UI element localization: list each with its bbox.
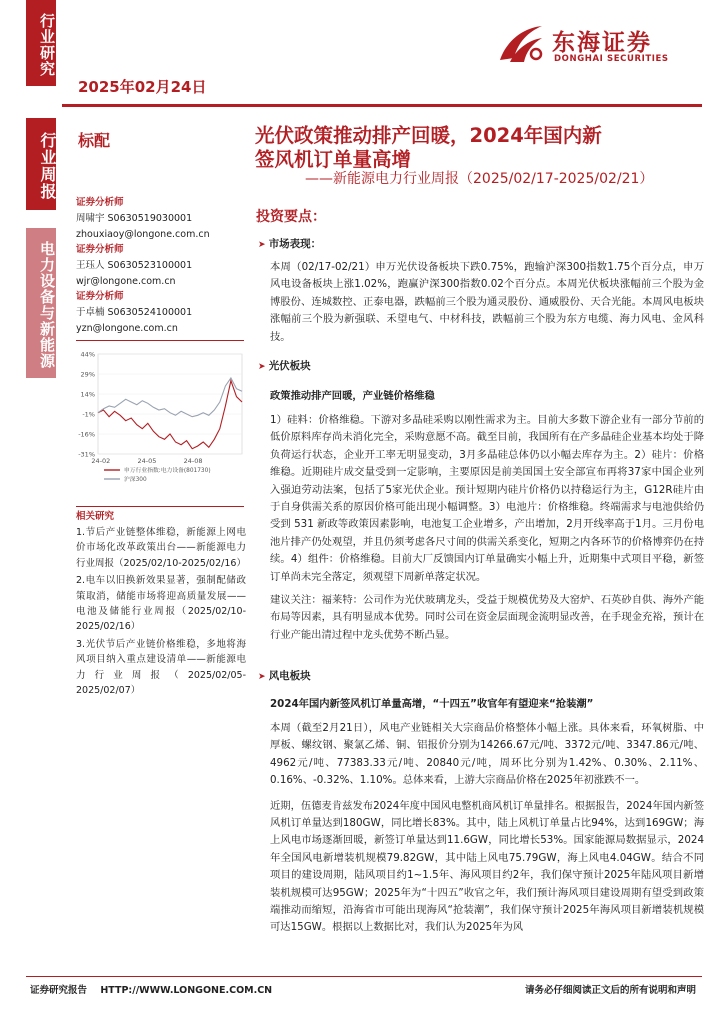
analyst-email[interactable]: zhouxiaoy@longone.com.cn (76, 229, 210, 240)
pv-advice: 建议关注：福莱特：公司作为光伏玻璃龙头，受益于规模优势及大窑炉、石英砂自供、海外产能布局等因素，具有明显成本优势。同时公司在资金层面现金流明显改善，在手现金充裕，预计在行业产能出清过程中龙头优势不断凸显。 (270, 594, 704, 641)
market-head-label: 市场表现： (268, 238, 322, 250)
analyst-label: 证券分析师 (76, 244, 124, 255)
chart-y-tick-label: -16% (78, 430, 95, 439)
header-rule (62, 104, 702, 107)
bullet-arrow-icon: ➤ (258, 672, 269, 682)
bullet-arrow-icon: ➤ (258, 362, 269, 372)
logo (496, 16, 706, 72)
pv-head (258, 358, 704, 373)
logo-cn: 东海证券 (552, 30, 652, 56)
bullet-arrow-icon: ➤ (258, 240, 269, 250)
sidebar-divider (76, 340, 244, 341)
analyst-2 (76, 243, 246, 288)
related-title: 相关研究 (76, 511, 115, 522)
footer-rule (26, 976, 702, 977)
pv-head-label: 光伏板块 (268, 360, 311, 372)
side-tab-middle-label: 行业周报 (38, 132, 57, 200)
market-section (258, 236, 704, 346)
chart-y-tick-label: 44% (80, 350, 95, 359)
logo-en: DONGHAI SECURITIES (554, 54, 669, 64)
footer-url[interactable]: HTTP://WWW.LONGONE.COM.CN (100, 985, 273, 996)
subtitle: ——新能源电力行业周报（2025/02/17-2025/02/21） (305, 171, 654, 187)
chart-y-tick-label: -31% (78, 450, 95, 459)
chart-x-tick-label: 24-08 (183, 457, 203, 465)
report-date: 2025年02月24日 (78, 78, 207, 96)
analyst-label: 证券分析师 (76, 197, 124, 208)
market-text: 本周（02/17-02/21）申万光伏设备板块下跌0.75%，跑输沪深300指数1.75个百分点，申万风电设备板块上涨1.02%，跑赢沪深300指数0.02个百分点。本周光伏板块涨幅前三个股为金博股份、连城数控、正泰电器，跌幅前三个股为通灵股份、通威股份、天合光能。本周风电板块涨幅前三个股为新强联、禾望电气、中材科技，跌幅前三个股为东方电缆、海力风电、金风科技。 (270, 261, 704, 343)
analyst-name: 于卓楠 S0630524100001 (76, 307, 193, 318)
footer-right: 请务必仔细阅读正文后的所有说明和声明 (524, 985, 696, 996)
side-tab-sector (26, 228, 56, 378)
wind-head-label: 风电板块 (268, 670, 311, 682)
chart-y-tick-label: -1% (82, 410, 95, 419)
footer-left: 证券研究报告 (30, 985, 88, 996)
analyst-email[interactable]: yzn@longone.com.cn (76, 323, 178, 334)
analyst-block (76, 196, 246, 335)
analyst-label: 证券分析师 (76, 291, 124, 302)
wind-section (258, 668, 704, 937)
related-item[interactable]: 2.电车以旧换新效果显著，强制配储政策取消，储能市场将迎高质量发展——电池及储能行业周报（2025/02/10-2025/02/16） (76, 575, 246, 633)
chart-series-line (98, 381, 242, 449)
analyst-1 (76, 196, 246, 241)
pv-subhead: 政策推动排产回暖，产业链价格维稳 (270, 390, 435, 402)
footer (30, 982, 700, 996)
analyst-name: 周啸宇 S0630519030001 (76, 213, 193, 224)
side-tab-top-label: 行业研究 (38, 13, 56, 77)
analyst-email[interactable]: wjr@longone.com.cn (76, 276, 176, 287)
related-item[interactable]: 3.光伏节后产业链价格维稳，多地将海风项目纳入重点建设清单——新能源电力行业周报（2025/02/05-2025/02/07） (76, 638, 246, 697)
points-title: 投资要点： (256, 209, 326, 225)
side-tab-industry-research (26, 0, 56, 86)
wind-text-1: 本周（截至2月21日），风电产业链相关大宗商品价格整体小幅上涨。具体来看，环氧树脂、中厚板、螺纹钢、聚氯乙烯、铜、铝报价分别为14266.67元/吨、3372元/吨、3347.86元/吨、4962元/吨、77383.33元/吨、20840元/吨，周环比分别为1.42%、0.30%、2.11%、0.16%、-0.32%、1.10%。总体来看，上游大宗商品价格在2025年初涨跌不一。 (270, 722, 704, 787)
rating: 标配 (78, 131, 111, 150)
title-line1: 光伏政策推动排产回暖，2024年国内新 (255, 124, 602, 147)
chart-x-tick-label: 24-05 (137, 457, 157, 465)
related-item[interactable]: 1.节后产业链整体维稳，新能源上网电价市场化改革政策出台——新能源电力行业周报（2025/02/10-2025/02/16） (76, 527, 246, 569)
side-tab-weekly (26, 118, 56, 210)
pv-text: 1）硅料：价格维稳。下游对多晶硅采购以刚性需求为主。目前大多数下游企业有一部分节前的低价原料库存尚未消化完全，采购意愿不高。截至目前，我国所有在产多晶硅企业基本均处于降负荷运行状态，企业开工率无明显变动，3月多晶硅总体仍以小幅去库存为主。2）硅片：价格维稳。近期硅片成交量受到一定影响，主要原因是前美国国土安全部宣布再将37家中国企业列入强迫劳动法案，包括了5家光伏企业。预计短期内硅片价格仍以持稳运行为主，G12R硅片由于自身供需关系的原因价格可能出现小幅调整。3）电池片：价格维稳。终端需求与电池供给仍受到 531 新政等政策因素影响，电池复工企业增多，产出增加，2月开线率高于1月。三月份电池片排产仍处观望，并且仍须考虑各尺寸间的供需关系变化，短期之内各环节的价格博弈仍在持续。4）组件：价格维稳。目前大厂反馈国内订单量确实小幅上升，近期集中式项目平稳，新签订单尚未完全落定，须观望下周新单落定状况。 (270, 414, 704, 583)
related-research (76, 510, 246, 698)
pv-section (258, 358, 704, 644)
chart-y-tick-label: 14% (80, 390, 95, 399)
index-chart (74, 344, 250, 504)
logo-mark-icon (496, 20, 546, 66)
chart-legend-label: 申万行业指数:电力设备(801730) (124, 468, 211, 474)
wind-text-2: 近期，伍德麦肯兹发布2024年度中国风电整机商风机订单量排名。根据报告，2024年国内新签风机订单量达到180GW，同比增长83%。其中，陆上风机订单量占比94%，达到169GW；海上风电市场逐渐回暖，新签订单量达到11.6GW，同比增长53%。国家能源局数据显示，2024年全国风电新增装机规模79.82GW，其中陆上风电75.79GW，海上风电4.04GW。结合不同项目的建设周期，陆风项目约1~1.5年、海风项目约2年，我们保守预计2025年陆风项目新增装机规模可达95GW；2025年为“十四五”收官之年，我们预计海风项目建设周期有望受到政策端推动而缩短，沿海省市可能出现海风“抢装潮”，我们保守预计2025年海风项目新增装机规模可达15GW。根据以上数据比对，我们认为2025年为风 (270, 799, 704, 934)
wind-head (258, 668, 704, 683)
chart-y-tick-label: 29% (80, 370, 95, 379)
analyst-3 (76, 290, 246, 335)
market-head (258, 236, 704, 251)
analyst-name: 王珏人 S0630523100001 (76, 260, 193, 271)
wind-subhead: 2024年国内新签风机订单量高增，“十四五”收官年有望迎来“抢装潮” (270, 698, 594, 710)
chart-legend-label: 沪深300 (124, 477, 147, 483)
related-divider (76, 506, 244, 507)
chart-x-tick-label: 24-02 (91, 457, 111, 465)
chart-series-line (98, 378, 242, 417)
title-line2: 签风机订单量高增 (255, 148, 412, 171)
side-tab-bottom-label: 电力设备与新能源 (38, 241, 56, 369)
